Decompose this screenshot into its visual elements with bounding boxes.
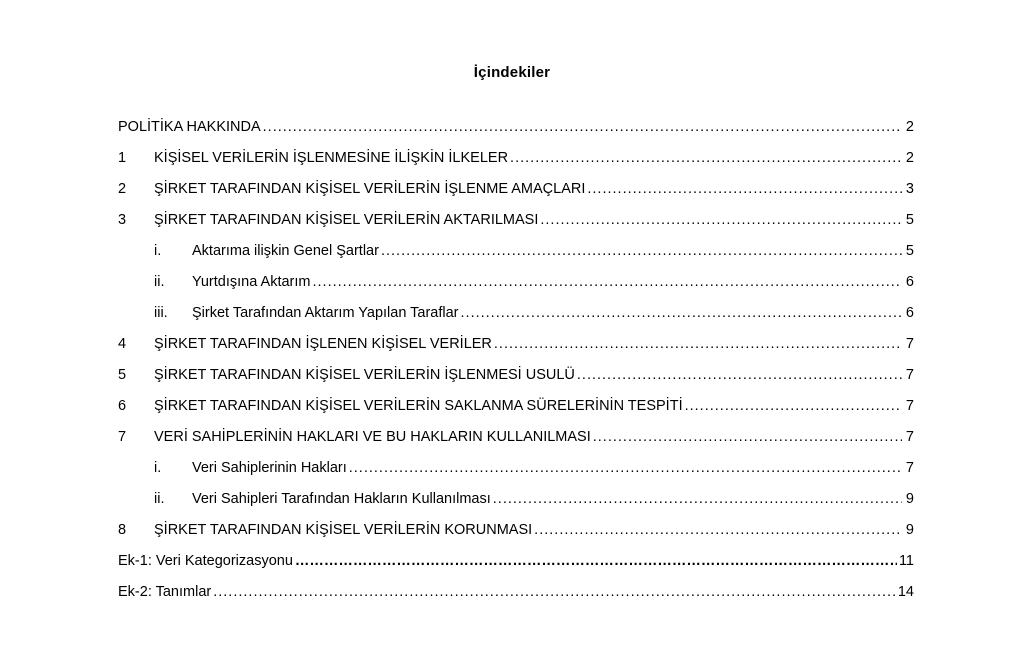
- toc-entry-number: 6: [118, 398, 127, 414]
- toc-entry-text: ŞİRKET TARAFINDAN KİŞİSEL VERİLERİN KORUNMASI: [154, 522, 533, 538]
- toc-page-number: 7: [905, 460, 914, 476]
- toc-dot-leader: [461, 304, 902, 322]
- toc-page-number: 7: [905, 367, 914, 383]
- toc-dot-leader: [493, 490, 902, 508]
- toc-entry-number: i.: [154, 460, 162, 476]
- toc-subentry[interactable]: [118, 238, 914, 260]
- toc-entry-text: ŞİRKET TARAFINDAN KİŞİSEL VERİLERİN İŞLENME AMAÇLARI: [154, 181, 586, 197]
- toc-entry-text: ŞİRKET TARAFINDAN KİŞİSEL VERİLERİN SAKLANMA SÜRELERİNİN TESPİTİ: [154, 398, 683, 414]
- toc-dot-leader: [349, 459, 902, 477]
- toc-entry-text: Veri Sahiplerinin Hakları: [192, 460, 347, 476]
- toc-entry[interactable]: [118, 207, 914, 229]
- toc-entry-text: Aktarıma ilişkin Genel Şartlar: [192, 243, 379, 259]
- toc-entry-number: 1: [118, 150, 127, 166]
- toc-dot-leader: [381, 242, 902, 260]
- toc-page-number: 7: [905, 429, 914, 445]
- toc-entry[interactable]: [118, 114, 914, 136]
- toc-entry[interactable]: [118, 517, 914, 539]
- toc-entry-number: 7: [118, 429, 127, 445]
- toc-dot-leader: [587, 180, 902, 198]
- toc-entry-text: Ek-1: Veri Kategorizasyonu: [118, 553, 293, 569]
- toc-entry-text: POLİTİKA HAKKINDA: [118, 119, 261, 135]
- toc-entry[interactable]: [118, 145, 914, 167]
- toc-dot-leader: [577, 366, 902, 384]
- toc-page-number: 2: [905, 119, 914, 135]
- toc-entry-number: 3: [118, 212, 127, 228]
- toc-entry-text: ŞİRKET TARAFINDAN KİŞİSEL VERİLERİN AKTARILMASI: [154, 212, 539, 228]
- toc-entry-text: Ek-2: Tanımlar: [118, 584, 212, 600]
- toc-entry[interactable]: [118, 331, 914, 353]
- toc-page-number: 2: [905, 150, 914, 166]
- toc-entry-text: KİŞİSEL VERİLERİN İŞLENMESİNE İLİŞKİN İLKELER: [154, 150, 509, 166]
- toc-entry-text: Veri Sahipleri Tarafından Hakların Kullanılması: [192, 491, 491, 507]
- toc-dot-leader: [263, 118, 902, 136]
- toc-entry[interactable]: [118, 176, 914, 198]
- toc-page-number: 6: [905, 305, 914, 321]
- toc-subentry[interactable]: [118, 455, 914, 477]
- toc-page-number: 6: [905, 274, 914, 290]
- toc-subentry[interactable]: [118, 269, 914, 291]
- toc-entry[interactable]: [118, 424, 914, 446]
- toc-page-number: 11: [898, 553, 914, 569]
- toc-entry[interactable]: [118, 362, 914, 384]
- toc-dot-leader: [593, 428, 902, 446]
- toc-dot-leader: [295, 552, 897, 570]
- toc-entry-number: 8: [118, 522, 127, 538]
- toc-entry[interactable]: [118, 548, 914, 570]
- toc-entry-number: ii.: [154, 274, 165, 290]
- toc-dot-leader: [540, 211, 902, 229]
- toc-dot-leader: [494, 335, 902, 353]
- toc-entry-number: i.: [154, 243, 162, 259]
- toc-entry-text: ŞİRKET TARAFINDAN KİŞİSEL VERİLERİN İŞLENMESİ USULÜ: [154, 367, 575, 383]
- toc-entry[interactable]: [118, 393, 914, 415]
- toc-dot-leader: [312, 273, 902, 291]
- toc-entry-text: ŞİRKET TARAFINDAN İŞLENEN KİŞİSEL VERİLER: [154, 336, 492, 352]
- toc-entry-number: ii.: [154, 491, 165, 507]
- toc-entry-number: 2: [118, 181, 127, 197]
- toc-dot-leader: [685, 397, 902, 415]
- toc-page-number: 3: [905, 181, 914, 197]
- toc-entry-text: VERİ SAHİPLERİNİN HAKLARI VE BU HAKLARIN KULLANILMASI: [154, 429, 591, 445]
- toc-page-number: 9: [905, 491, 914, 507]
- toc-entry-text: Şirket Tarafından Aktarım Yapılan Taraflar: [192, 305, 459, 321]
- toc-dot-leader: [534, 521, 902, 539]
- toc-entry-number: 5: [118, 367, 127, 383]
- toc-title: İçindekiler: [473, 64, 551, 81]
- toc-entry-number: iii.: [154, 305, 168, 321]
- toc-subentry[interactable]: [118, 300, 914, 322]
- toc-subentry[interactable]: [118, 486, 914, 508]
- toc-entry[interactable]: [118, 579, 914, 601]
- toc-page-number: 5: [905, 212, 914, 228]
- toc-entry-number: 4: [118, 336, 127, 352]
- toc-dot-leader: [510, 149, 902, 167]
- toc-entry-text: Yurtdışına Aktarım: [192, 274, 311, 290]
- toc-page-number: 5: [905, 243, 914, 259]
- toc-page-number: 7: [905, 336, 914, 352]
- toc-page-number: 14: [897, 584, 914, 600]
- toc-page-number: 7: [905, 398, 914, 414]
- toc-dot-leader: [213, 583, 896, 601]
- toc-page-number: 9: [905, 522, 914, 538]
